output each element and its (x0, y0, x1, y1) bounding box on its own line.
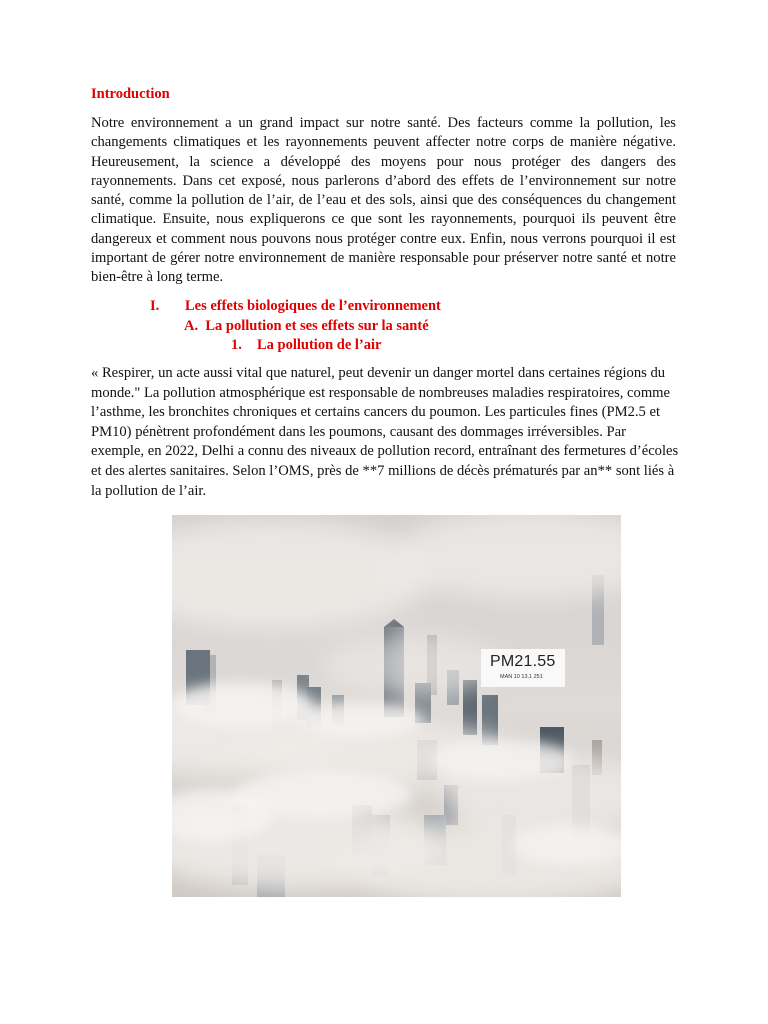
pm-sign-value: PM21.55 (490, 653, 556, 670)
air-pollution-paragraph: « Respirer, un acte aussi vital que naturel, peut devenir un danger mortel dans certaines régions du monde." La pollution atmosphérique est responsable de nombreuses maladies respiratoires, comme l’asthme, les bronchites chroniques et certains cancers du poumon. Les particules fines (PM2.5 et PM10) pénètrent profondément dans les poumons, causant des dommages irréversibles. Par exemple, en 2022, Delhi a connu des niveaux de pollution record, entraînant des fermetures d’écoles et des alertes sanitaires. Selon l’OMS, près de **7 millions de décès prématurés par an** sont liés à la pollution de l’air. (91, 365, 679, 499)
outline-level-2 (184, 317, 429, 337)
pm-sign (481, 649, 565, 687)
pm-sign-subtext: MAN 10 13.1 251 (500, 674, 543, 680)
outline-level-3-label: La pollution de l’air (257, 337, 382, 353)
outline-level-1-label: Les effets biologiques de l’environnement (185, 298, 441, 314)
outline-level-3 (231, 336, 381, 356)
outline-level-3-number: 1. (231, 337, 242, 353)
outline-level-2-label: La pollution et ses effets sur la santé (205, 318, 429, 334)
smog-city-image (172, 515, 621, 897)
outline-level-1-number: I. (150, 298, 160, 314)
outline-level-1 (150, 297, 441, 317)
outline-level-2-number: A. (184, 318, 199, 334)
introduction-paragraph: Notre environnement a un grand impact sur notre santé. Des facteurs comme la pollution, les changements climatiques et les rayonnements peuvent affecter notre corps de manière négative. Heureusement, la science a développé des moyens pour nous protéger des dangers des rayonnements. Dans cet exposé, nous parlerons d’abord des effets de l’environnement sur notre santé, comme la pollution de l’air, de l’eau et des sols, ainsi que des conséquences du changement climatique. Ensuite, nous expliquerons ce que sont les rayonnements, pourquoi ils peuvent être dangereux et comment nous pouvons nous protéger contre eux. Enfin, nous verrons pourquoi il est important de gérer notre environnement de manière responsable pour préserver notre santé et notre bien-être à long terme. (91, 115, 676, 286)
smog-illustration (172, 515, 621, 897)
introduction-heading: Introduction (91, 86, 170, 102)
